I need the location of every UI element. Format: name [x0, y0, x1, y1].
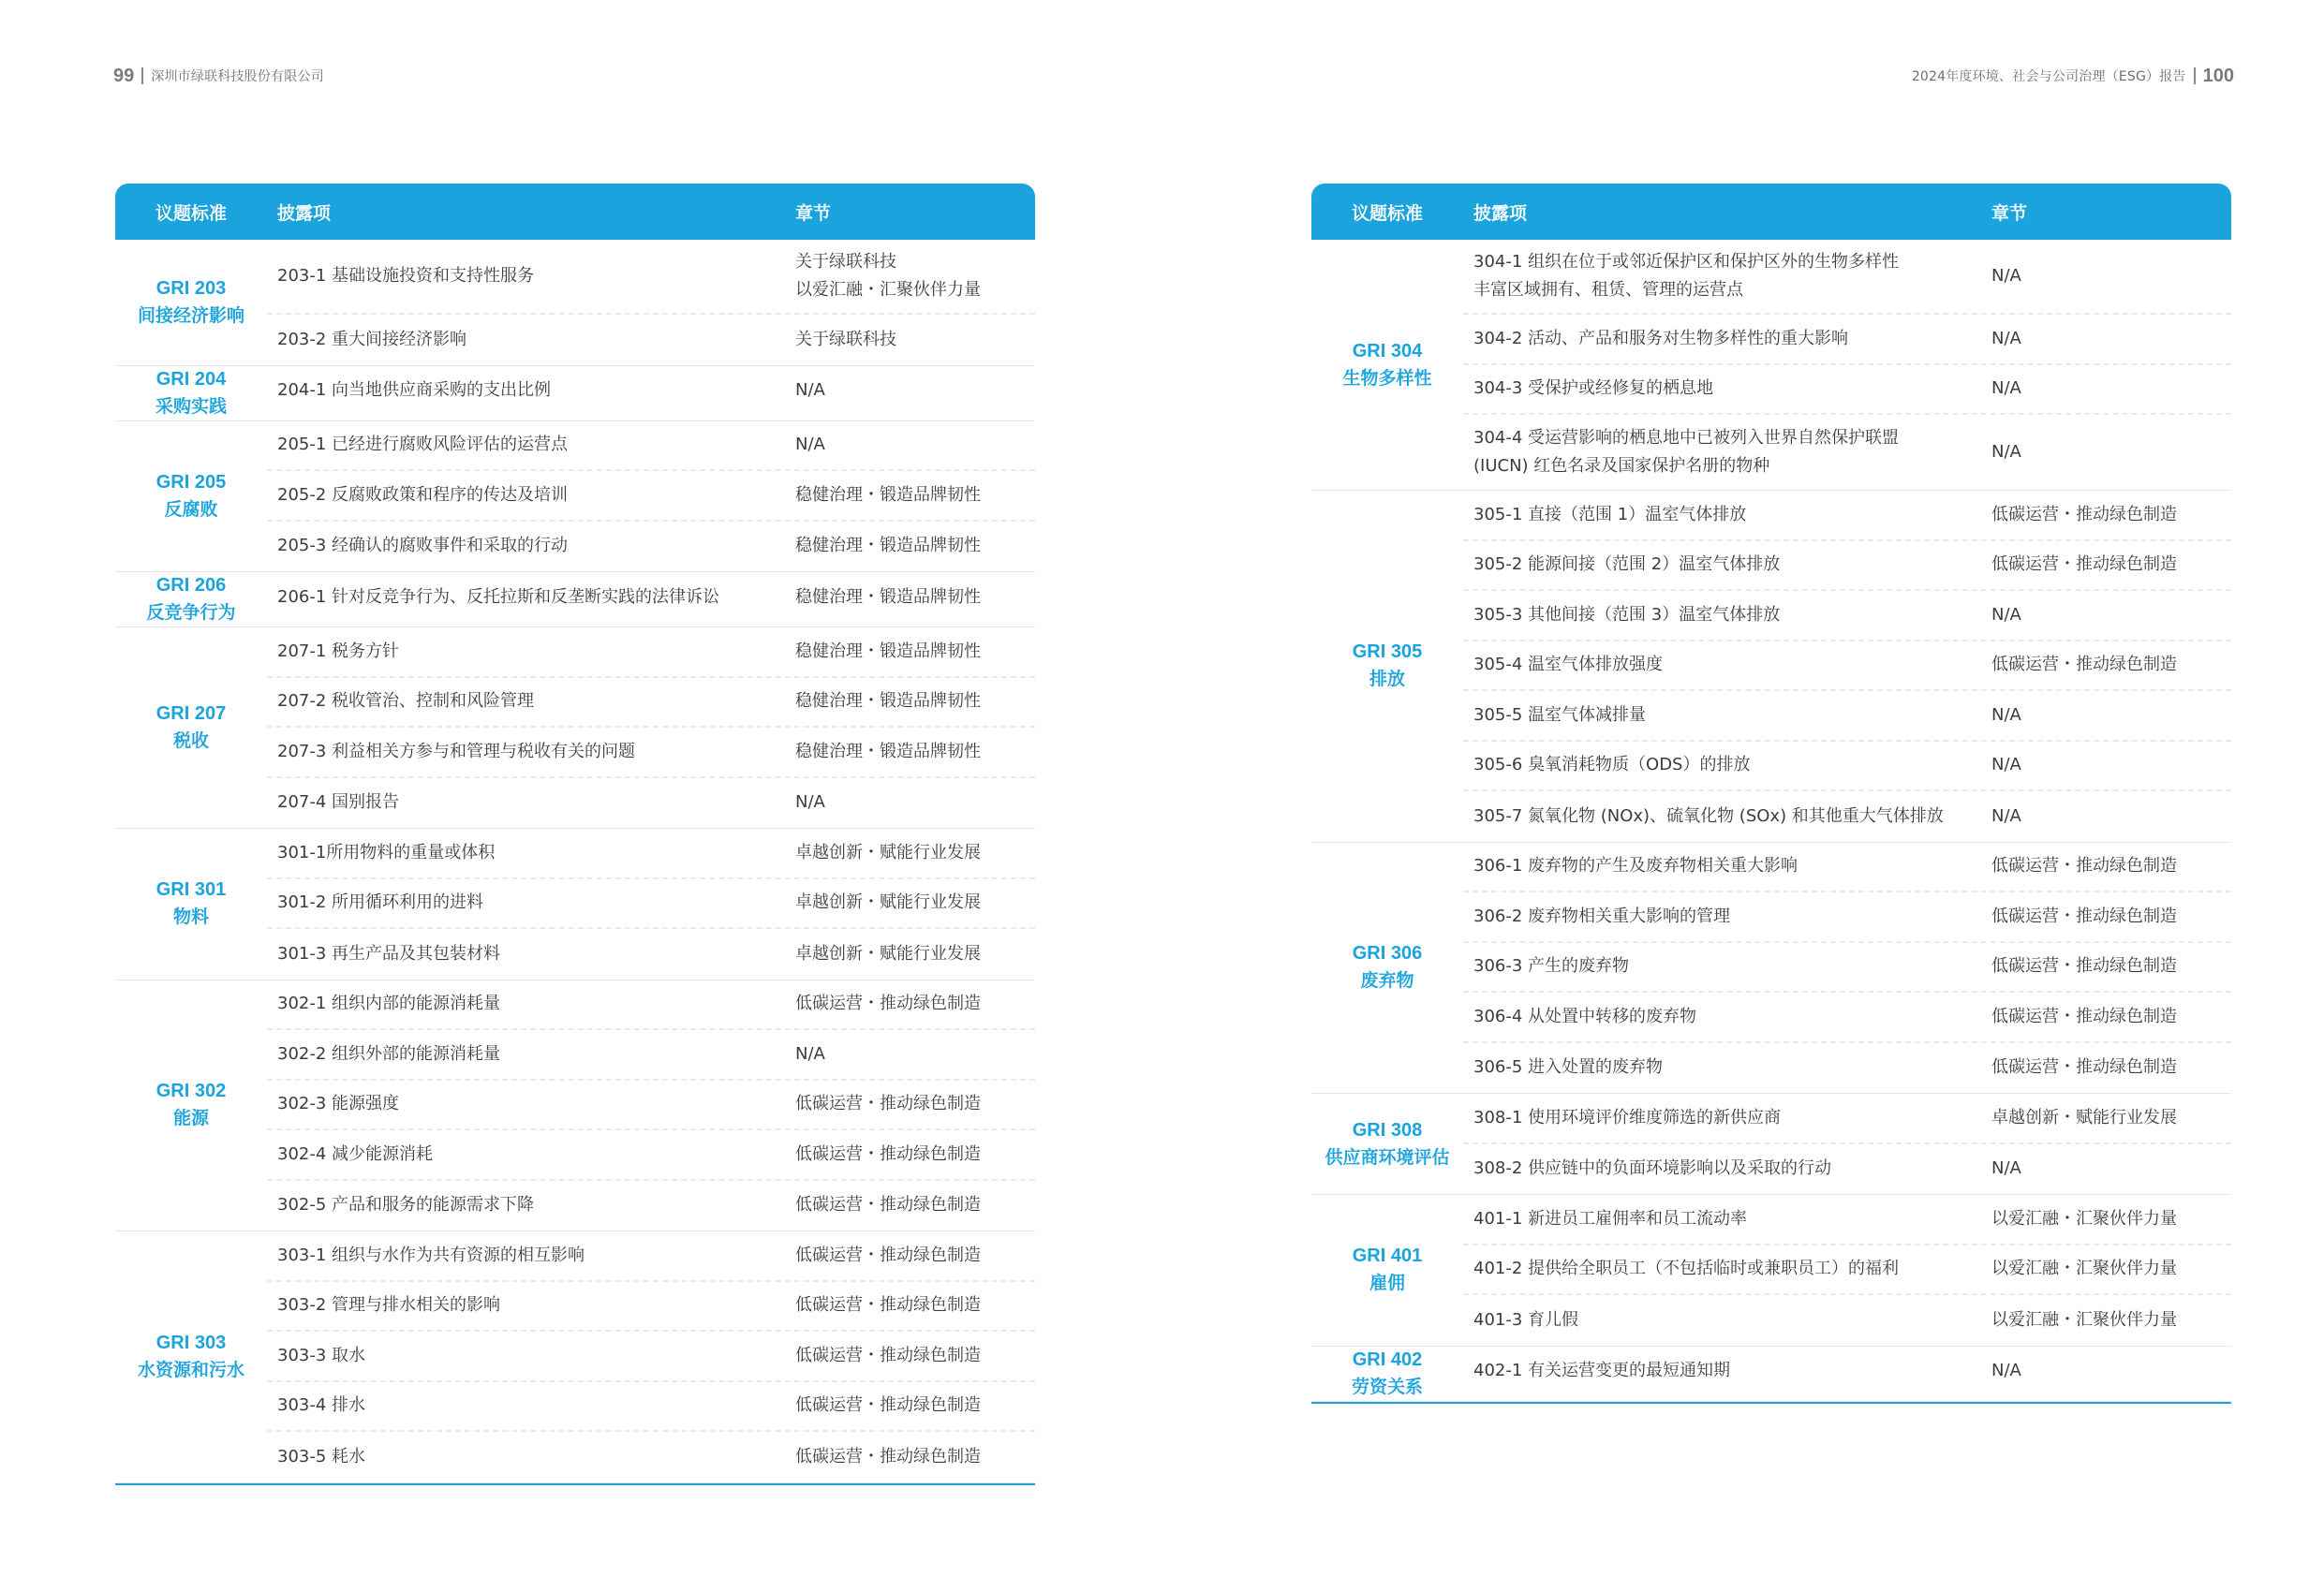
header-separator — [2194, 67, 2196, 84]
table-row — [267, 1030, 1035, 1081]
disclosure-cell: 205-1 已经进行腐败风险评估的运营点 — [277, 435, 569, 455]
gri-group — [115, 240, 1035, 366]
column-header-chapter: 章节 — [795, 202, 832, 224]
disclosure-rows — [267, 627, 1035, 828]
table-row — [1463, 892, 2231, 943]
chapter-cell: N/A — [1991, 1361, 2021, 1381]
gri-topic: 间接经济影响 — [137, 304, 244, 326]
chapter-cell: 低碳运营・推动绿色制造 — [1991, 1057, 2177, 1078]
chapter-cell: N/A — [795, 380, 825, 401]
table-row — [267, 1282, 1035, 1333]
disclosure-cell: 402-1 有关运营变更的最短通知期 — [1473, 1361, 1731, 1381]
gri-code: GRI 206 — [155, 575, 227, 596]
chapter-cell: 以爱汇融・汇聚伙伴力量 — [1991, 1309, 2177, 1330]
table-row — [267, 879, 1035, 930]
table-row — [267, 980, 1035, 1031]
disclosure-cell: 305-2 能源间接（范围 2）温室气体排放 — [1473, 554, 1781, 575]
gri-index-table-left — [115, 184, 1035, 1485]
gri-topic: 采购实践 — [155, 395, 227, 417]
disclosure-cell: 305-4 温室气体排放强度 — [1473, 655, 1664, 675]
disclosure-cell: 205-2 反腐败政策和程序的传达及培训 — [277, 484, 569, 505]
disclosure-rows — [267, 829, 1035, 980]
header-separator — [141, 67, 143, 84]
report-title: 2024年度环境、社会与公司治理（ESG）报告 — [1911, 69, 2186, 84]
chapter-cell: N/A — [1991, 328, 2021, 348]
gri-topic: 税收 — [172, 730, 209, 751]
table-row — [267, 778, 1035, 829]
table-row — [267, 627, 1035, 678]
chapter-cell: 稳健治理・锻造品牌韧性 — [795, 586, 981, 607]
gri-topic: 水资源和污水 — [137, 1359, 244, 1380]
gri-standard-cell — [115, 1231, 267, 1482]
table-row — [1463, 415, 2231, 490]
chapter-cell: N/A — [1991, 604, 2021, 625]
chapter-cell: 稳健治理・锻造品牌韧性 — [795, 484, 981, 505]
column-header-standard: 议题标准 — [1351, 202, 1423, 224]
table-row — [1463, 791, 2231, 842]
disclosure-cell: 303-3 取水 — [277, 1345, 366, 1365]
disclosure-cell: 207-1 税务方针 — [277, 641, 400, 661]
table-row — [267, 1382, 1035, 1433]
gri-code: GRI 205 — [155, 471, 227, 493]
page-header-right — [1912, 62, 2234, 90]
table-row — [267, 829, 1035, 879]
disclosure-cell: 303-5 耗水 — [277, 1446, 366, 1466]
chapter-cell: 低碳运营・推动绿色制造 — [1991, 906, 2177, 926]
page-number-left: 99 — [113, 65, 135, 86]
disclosure-cell: 207-3 利益相关方参与和管理与税收有关的问题 — [277, 741, 636, 761]
gri-standard-cell — [1311, 843, 1463, 1094]
disclosure-cell: 302-4 减少能源消耗 — [277, 1143, 434, 1164]
table-row — [1463, 1043, 2231, 1094]
chapter-cell: N/A — [1991, 1158, 2021, 1179]
disclosure-cell: 207-2 税收管治、控制和风险管理 — [277, 691, 535, 712]
gri-topic: 劳资关系 — [1351, 1376, 1423, 1397]
disclosure-cell: 305-5 温室气体减排量 — [1473, 704, 1647, 725]
table-row — [267, 1332, 1035, 1382]
disclosure-cell: 401-1 新进员工雇佣率和员工流动率 — [1473, 1208, 1748, 1229]
disclosure-cell: 304-4 受运营影响的栖息地中已被列入世界自然保护联盟 (IUCN) 红色名录及国家保护名册的物种 — [1473, 428, 1900, 476]
chapter-cell: 低碳运营・推动绿色制造 — [1991, 504, 2177, 524]
chapter-cell: 低碳运营・推动绿色制造 — [795, 1446, 981, 1466]
disclosure-rows — [1463, 240, 2231, 490]
column-header-disclosure: 披露项 — [277, 202, 332, 224]
chapter-cell: 卓越创新・赋能行业发展 — [795, 892, 981, 913]
table-row — [1463, 993, 2231, 1043]
table-row — [267, 315, 1035, 365]
gri-topic: 物料 — [172, 906, 209, 928]
company-name: 深圳市绿联科技股份有限公司 — [151, 69, 324, 84]
table-row — [1463, 1144, 2231, 1195]
disclosure-cell: 303-1 组织与水作为共有资源的相互影响 — [277, 1245, 585, 1265]
table-row — [267, 522, 1035, 572]
gri-standard-cell — [1311, 1347, 1463, 1401]
chapter-cell: 关于绿联科技 以爱汇融・汇聚伙伴力量 — [795, 252, 981, 300]
disclosure-cell: 301-1所用物料的重量或体积 — [277, 842, 496, 862]
table-row — [1463, 491, 2231, 541]
disclosure-cell: 304-1 组织在位于或邻近保护区和保护区外的生物多样性 丰富区域拥有、租赁、管理的运营点 — [1473, 252, 1900, 300]
chapter-cell: N/A — [1991, 442, 2021, 462]
disclosure-cell: 305-7 氮氧化物 (NOx)、硫氧化物 (SOx) 和其他重大气体排放 — [1473, 805, 1944, 826]
gri-topic: 排放 — [1369, 669, 1405, 690]
chapter-cell: 稳健治理・锻造品牌韧性 — [795, 691, 981, 712]
chapter-cell: 低碳运营・推动绿色制造 — [795, 994, 981, 1014]
gri-topic: 反竞争行为 — [146, 602, 236, 623]
gri-group — [1311, 240, 2231, 491]
gri-group — [1311, 1094, 2231, 1195]
chapter-cell: 低碳运营・推动绿色制造 — [795, 1345, 981, 1365]
gri-code: GRI 304 — [1352, 340, 1423, 361]
table-row — [267, 1130, 1035, 1181]
chapter-cell: 低碳运营・推动绿色制造 — [1991, 554, 2177, 575]
gri-group — [1311, 1195, 2231, 1347]
table-row — [267, 1432, 1035, 1482]
disclosure-cell: 303-4 排水 — [277, 1395, 366, 1416]
disclosure-rows — [1463, 1094, 2231, 1194]
chapter-cell: 稳健治理・锻造品牌韧性 — [795, 536, 981, 556]
gri-topic: 生物多样性 — [1342, 367, 1432, 389]
table-row — [1463, 691, 2231, 742]
gri-standard-cell — [1311, 1195, 1463, 1346]
disclosure-rows — [267, 366, 1035, 420]
gri-standard-cell — [115, 627, 267, 828]
gri-topic: 雇佣 — [1369, 1273, 1405, 1294]
gri-group — [115, 980, 1035, 1232]
gri-group — [115, 421, 1035, 573]
disclosure-cell: 203-1 基础设施投资和支持性服务 — [277, 266, 535, 286]
disclosure-cell: 204-1 向当地供应商采购的支出比例 — [277, 380, 552, 401]
disclosure-cell: 401-3 育儿假 — [1473, 1309, 1579, 1330]
gri-standard-cell — [115, 240, 267, 365]
table-row — [1463, 591, 2231, 641]
chapter-cell: 低碳运营・推动绿色制造 — [1991, 655, 2177, 675]
chapter-cell: 卓越创新・赋能行业发展 — [795, 943, 981, 964]
table-row — [267, 471, 1035, 522]
gri-code: GRI 204 — [155, 368, 227, 390]
disclosure-cell: 305-1 直接（范围 1）温室气体排放 — [1473, 504, 1747, 524]
table-row — [267, 728, 1035, 778]
disclosure-cell: 308-2 供应链中的负面环境影响以及采取的行动 — [1473, 1158, 1832, 1179]
gri-standard-cell — [115, 980, 267, 1231]
gri-group — [115, 366, 1035, 421]
table-row — [1463, 1094, 2231, 1144]
gri-topic: 废弃物 — [1360, 970, 1414, 992]
gri-group — [115, 572, 1035, 627]
chapter-cell: 低碳运营・推动绿色制造 — [795, 1295, 981, 1316]
gri-code: GRI 207 — [155, 703, 227, 724]
disclosure-rows — [1463, 843, 2231, 1094]
table-row — [1463, 943, 2231, 994]
disclosure-cell: 206-1 针对反竞争行为、反托拉斯和反垄断实践的法律诉讼 — [277, 586, 720, 607]
table-row — [267, 678, 1035, 729]
gri-group — [115, 829, 1035, 980]
table-row — [267, 1181, 1035, 1231]
chapter-cell: N/A — [1991, 755, 2021, 775]
chapter-cell: N/A — [1991, 266, 2021, 286]
disclosure-cell: 306-5 进入处置的废弃物 — [1473, 1057, 1664, 1078]
disclosure-cell: 306-1 废弃物的产生及废弃物相关重大影响 — [1473, 856, 1799, 877]
chapter-cell: 低碳运营・推动绿色制造 — [795, 1143, 981, 1164]
chapter-cell: 低碳运营・推动绿色制造 — [1991, 956, 2177, 977]
page-header-left — [113, 62, 324, 90]
gri-code: GRI 306 — [1352, 943, 1423, 965]
disclosure-cell: 302-5 产品和服务的能源需求下降 — [277, 1195, 535, 1216]
disclosure-cell: 306-3 产生的废弃物 — [1473, 956, 1630, 977]
disclosure-cell: 306-4 从处置中转移的废弃物 — [1473, 1006, 1697, 1026]
gri-group — [1311, 491, 2231, 843]
disclosure-cell: 207-4 国别报告 — [277, 792, 400, 813]
table-row — [1463, 641, 2231, 692]
table-row — [267, 366, 1035, 417]
table-row — [1463, 1295, 2231, 1346]
gri-standard-cell — [1311, 491, 1463, 842]
disclosure-cell: 302-2 组织外部的能源消耗量 — [277, 1043, 501, 1064]
table-row — [1463, 843, 2231, 893]
chapter-cell: 低碳运营・推动绿色制造 — [795, 1245, 981, 1265]
gri-standard-cell — [115, 421, 267, 572]
table-row — [1463, 742, 2231, 792]
gri-code: GRI 301 — [155, 879, 227, 901]
disclosure-cell: 303-2 管理与排水相关的影响 — [277, 1295, 501, 1316]
table-row — [1463, 240, 2231, 315]
chapter-cell: 卓越创新・赋能行业发展 — [795, 842, 981, 862]
column-header-standard: 议题标准 — [155, 202, 227, 224]
table-row — [1463, 315, 2231, 365]
table-row — [1463, 1245, 2231, 1296]
disclosure-cell: 301-3 再生产品及其包装材料 — [277, 943, 501, 964]
gri-standard-cell — [1311, 240, 1463, 490]
chapter-cell: 卓越创新・赋能行业发展 — [1991, 1107, 2177, 1127]
chapter-cell: N/A — [795, 1043, 825, 1064]
disclosure-cell: 203-2 重大间接经济影响 — [277, 329, 467, 349]
chapter-cell: 低碳运营・推动绿色制造 — [1991, 1006, 2177, 1026]
gri-group — [115, 1231, 1035, 1483]
gri-code: GRI 303 — [155, 1332, 227, 1353]
disclosure-cell: 304-3 受保护或经修复的栖息地 — [1473, 378, 1714, 399]
table-row — [1463, 365, 2231, 416]
disclosure-rows — [1463, 1195, 2231, 1346]
chapter-cell: 低碳运营・推动绿色制造 — [1991, 856, 2177, 877]
disclosure-rows — [267, 572, 1035, 626]
gri-standard-cell — [115, 366, 267, 420]
chapter-cell: 关于绿联科技 — [795, 329, 896, 349]
table-header — [1311, 184, 2231, 240]
chapter-cell: N/A — [1991, 805, 2021, 826]
table-row — [267, 1081, 1035, 1131]
disclosure-rows — [267, 1231, 1035, 1482]
gri-index-table-right — [1311, 184, 2231, 1404]
gri-code: GRI 302 — [155, 1081, 227, 1102]
gri-group — [115, 627, 1035, 829]
table-row — [1463, 1195, 2231, 1245]
column-header-chapter: 章节 — [1991, 202, 2028, 224]
table-row — [1463, 541, 2231, 592]
table-body — [115, 240, 1035, 1483]
gri-code: GRI 305 — [1352, 641, 1423, 663]
gri-topic: 供应商环境评估 — [1325, 1146, 1450, 1168]
table-row — [1463, 1347, 2231, 1397]
gri-code: GRI 401 — [1352, 1245, 1423, 1267]
gri-code: GRI 203 — [155, 277, 227, 299]
gri-standard-cell — [115, 572, 267, 626]
gri-standard-cell — [1311, 1094, 1463, 1194]
disclosure-cell: 205-3 经确认的腐败事件和采取的行动 — [277, 536, 569, 556]
table-row — [267, 1231, 1035, 1282]
gri-code: GRI 402 — [1352, 1349, 1423, 1370]
gri-group — [1311, 1347, 2231, 1402]
disclosure-cell: 305-3 其他间接（范围 3）温室气体排放 — [1473, 604, 1781, 625]
table-row — [267, 572, 1035, 623]
disclosure-cell: 301-2 所用循环利用的进料 — [277, 892, 484, 913]
table-header — [115, 184, 1035, 240]
chapter-cell: N/A — [1991, 704, 2021, 725]
chapter-cell: N/A — [795, 435, 825, 455]
disclosure-cell: 308-1 使用环境评价维度筛选的新供应商 — [1473, 1107, 1782, 1127]
chapter-cell: 稳健治理・锻造品牌韧性 — [795, 741, 981, 761]
disclosure-rows — [1463, 491, 2231, 842]
table-row — [267, 240, 1035, 315]
chapter-cell: N/A — [1991, 378, 2021, 399]
disclosure-cell: 302-1 组织内部的能源消耗量 — [277, 994, 501, 1014]
page-number-right: 100 — [2202, 65, 2234, 86]
chapter-cell: 低碳运营・推动绿色制造 — [795, 1195, 981, 1216]
table-body — [1311, 240, 2231, 1402]
table-row — [267, 929, 1035, 980]
disclosure-cell: 401-2 提供给全职员工（不包括临时或兼职员工）的福利 — [1473, 1259, 1900, 1279]
chapter-cell: 以爱汇融・汇聚伙伴力量 — [1991, 1259, 2177, 1279]
gri-standard-cell — [115, 829, 267, 980]
gri-topic: 能源 — [172, 1108, 209, 1129]
chapter-cell: N/A — [795, 792, 825, 813]
disclosure-rows — [1463, 1347, 2231, 1401]
disclosure-cell: 305-6 臭氧消耗物质（ODS）的排放 — [1473, 755, 1751, 775]
chapter-cell: 以爱汇融・汇聚伙伴力量 — [1991, 1208, 2177, 1229]
gri-code: GRI 308 — [1352, 1119, 1423, 1141]
column-header-disclosure: 披露项 — [1473, 202, 1528, 224]
disclosure-rows — [267, 421, 1035, 572]
chapter-cell: 稳健治理・锻造品牌韧性 — [795, 641, 981, 661]
chapter-cell: 低碳运营・推动绿色制造 — [795, 1395, 981, 1416]
gri-topic: 反腐败 — [164, 498, 218, 520]
disclosure-rows — [267, 980, 1035, 1231]
disclosure-rows — [267, 240, 1035, 365]
table-row — [267, 421, 1035, 472]
disclosure-cell: 306-2 废弃物相关重大影响的管理 — [1473, 906, 1731, 926]
disclosure-cell: 302-3 能源强度 — [277, 1094, 400, 1114]
disclosure-cell: 304-2 活动、产品和服务对生物多样性的重大影响 — [1473, 328, 1849, 348]
chapter-cell: 低碳运营・推动绿色制造 — [795, 1094, 981, 1114]
gri-group — [1311, 843, 2231, 1095]
